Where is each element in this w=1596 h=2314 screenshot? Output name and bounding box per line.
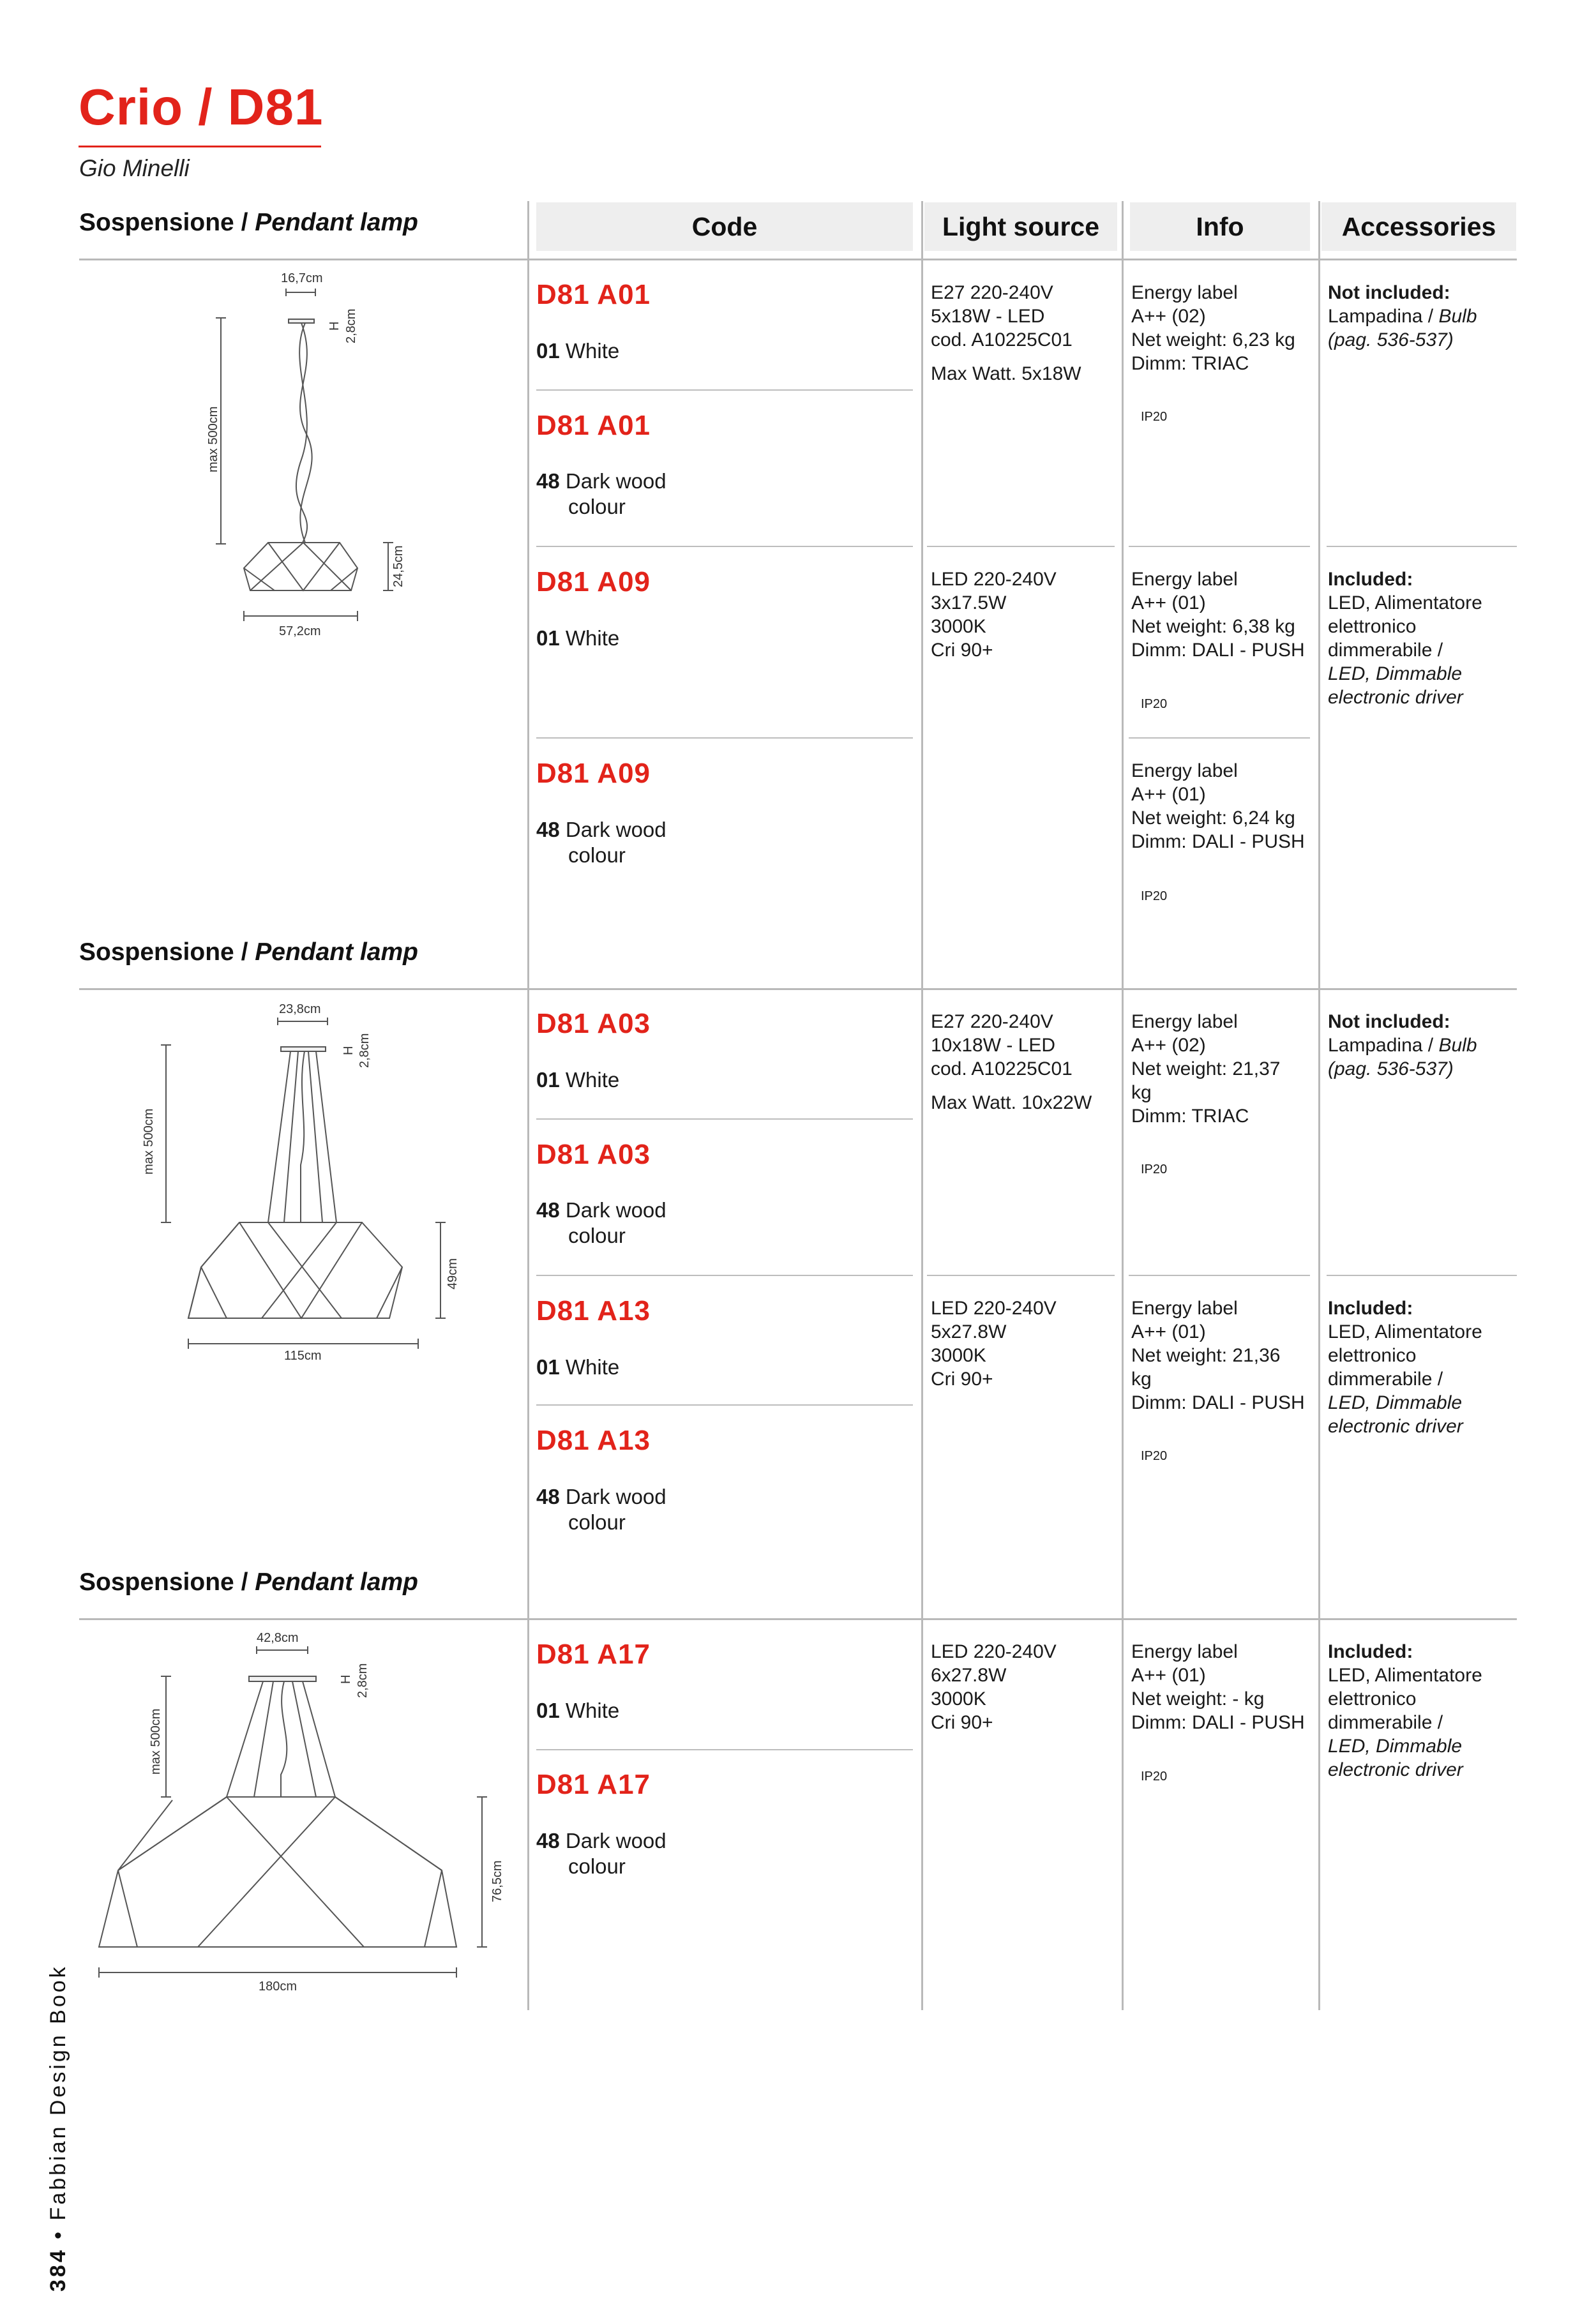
light-source-a17: LED 220-240V 6x27.8W 3000K Cri 90+ bbox=[931, 1641, 1057, 1733]
ip-rating: IP20 bbox=[1141, 697, 1168, 711]
dim-canopy-height: 2,8cm bbox=[344, 308, 358, 343]
designer-name: Gio Minelli bbox=[79, 155, 190, 181]
accessories-not-included: Not included: Lampadina / Bulb (pag. 536-537) bbox=[1328, 1011, 1477, 1079]
row-separator bbox=[536, 546, 913, 547]
info-a09-white: Energy label A++ (01) Net weight: 6,38 kg Dimm: DALI - PUSH bbox=[1131, 569, 1305, 661]
accessories-included: Included: LED, Alimentatore elettronico dimmerabile / LED, Dimmable electronic driver bbox=[1328, 1641, 1482, 1780]
dim-width: 115cm bbox=[284, 1349, 322, 1363]
row-separator bbox=[536, 389, 913, 391]
ip-rating: IP20 bbox=[1141, 410, 1168, 424]
accessories-included: Included: LED, Alimentatore elettronico dimmerabile / LED, Dimmable electronic driver bbox=[1328, 569, 1482, 708]
product-code: D81 A17 bbox=[536, 1639, 651, 1670]
dim-width: 180cm bbox=[259, 1980, 297, 1994]
row-separator bbox=[536, 1404, 913, 1406]
row-separator bbox=[536, 737, 913, 739]
dim-height: 76,5cm bbox=[490, 1860, 504, 1902]
dim-max-length: max 500cm bbox=[142, 1108, 156, 1175]
dim-canopy: 42,8cm bbox=[257, 1631, 299, 1645]
lamp-drawing-medium bbox=[137, 999, 482, 1369]
accessories-not-included: Not included: Lampadina / Bulb (pag. 536-537) bbox=[1328, 282, 1477, 350]
dim-canopy: 23,8cm bbox=[279, 1002, 321, 1016]
column-divider bbox=[1318, 201, 1320, 2010]
variant-dark-wood: 48 Dark wood colour bbox=[536, 1829, 666, 1878]
variant-white: 01 White bbox=[536, 1699, 620, 1722]
page-footer: 384 • Fabbian Design Book bbox=[46, 1964, 70, 2292]
ip-rating: IP20 bbox=[1141, 1449, 1168, 1463]
ip-rating: IP20 bbox=[1141, 1162, 1168, 1176]
variant-dark-wood: 48 Dark wood colour bbox=[536, 469, 666, 518]
product-code: D81 A17 bbox=[536, 1769, 651, 1800]
row-separator bbox=[1327, 1275, 1517, 1276]
row-separator bbox=[927, 546, 1115, 547]
product-code: D81 A13 bbox=[536, 1295, 651, 1326]
lamp-drawing-small bbox=[192, 268, 421, 638]
product-code: D81 A01 bbox=[536, 410, 651, 441]
column-header-info: Info bbox=[1130, 202, 1310, 251]
section-title-1: Sospensione / Pendant lamp bbox=[79, 209, 418, 236]
variant-dark-wood: 48 Dark wood colour bbox=[536, 1485, 666, 1534]
dim-h: H bbox=[342, 1046, 356, 1055]
row-separator bbox=[927, 1275, 1115, 1276]
variant-white: 01 White bbox=[536, 626, 620, 650]
column-header-code: Code bbox=[536, 202, 913, 251]
info-a03: Energy label A++ (02) Net weight: 21,37 kg Dimm: TRIAC bbox=[1131, 1011, 1281, 1127]
row-separator bbox=[536, 1275, 913, 1276]
section-title-3: Sospensione / Pendant lamp bbox=[79, 1568, 418, 1596]
light-source-a09: LED 220-240V 3x17.5W 3000K Cri 90+ bbox=[931, 569, 1057, 661]
table-rule-section-2 bbox=[79, 988, 1517, 990]
dim-canopy: 16,7cm bbox=[281, 271, 323, 285]
product-code: D81 A09 bbox=[536, 758, 651, 789]
table-rule-top bbox=[79, 259, 1517, 260]
dim-canopy-height: 2,8cm bbox=[358, 1033, 372, 1068]
info-a01: Energy label A++ (02) Net weight: 6,23 kg Dimm: TRIAC bbox=[1131, 282, 1295, 374]
column-divider bbox=[921, 201, 923, 2010]
row-separator bbox=[1129, 737, 1310, 739]
row-separator bbox=[536, 1118, 913, 1120]
light-source-a01: E27 220-240V 5x18W - LED cod. A10225C01 Max Watt. 5x18W bbox=[931, 282, 1081, 384]
info-a17: Energy label A++ (01) Net weight: - kg Dimm: DALI - PUSH bbox=[1131, 1641, 1305, 1733]
variant-dark-wood: 48 Dark wood colour bbox=[536, 1198, 666, 1247]
dim-width: 57,2cm bbox=[279, 624, 321, 638]
light-source-a13: LED 220-240V 5x27.8W 3000K Cri 90+ bbox=[931, 1298, 1057, 1390]
dim-height: 24,5cm bbox=[391, 545, 405, 587]
dim-max-length: max 500cm bbox=[206, 406, 220, 472]
product-code: D81 A03 bbox=[536, 1139, 651, 1170]
row-separator bbox=[536, 1749, 913, 1750]
dim-max-length: max 500cm bbox=[149, 1708, 163, 1775]
dim-height: 49cm bbox=[446, 1258, 460, 1289]
dim-h: H bbox=[327, 321, 342, 331]
dim-canopy-height: 2,8cm bbox=[356, 1663, 370, 1698]
column-divider bbox=[527, 201, 529, 2010]
variant-white: 01 White bbox=[536, 339, 620, 363]
section-title-2: Sospensione / Pendant lamp bbox=[79, 938, 418, 966]
info-a09-dark-wood: Energy label A++ (01) Net weight: 6,24 kg Dimm: DALI - PUSH bbox=[1131, 760, 1305, 852]
row-separator bbox=[1129, 1275, 1310, 1276]
variant-white: 01 White bbox=[536, 1355, 620, 1379]
ip-rating: IP20 bbox=[1141, 1769, 1168, 1784]
title-underline bbox=[79, 146, 321, 147]
variant-dark-wood: 48 Dark wood colour bbox=[536, 818, 666, 867]
lamp-drawing-large bbox=[89, 1628, 523, 2004]
column-header-accessories: Accessories bbox=[1321, 202, 1516, 251]
table-rule-section-3 bbox=[79, 1618, 1517, 1620]
column-divider bbox=[1122, 201, 1124, 2010]
variant-white: 01 White bbox=[536, 1068, 620, 1092]
light-source-a03: E27 220-240V 10x18W - LED cod. A10225C01 Max Watt. 10x22W bbox=[931, 1011, 1092, 1113]
column-header-light-source: Light source bbox=[924, 202, 1117, 251]
dim-h: H bbox=[339, 1674, 353, 1684]
accessories-included: Included: LED, Alimentatore elettronico dimmerabile / LED, Dimmable electronic driver bbox=[1328, 1298, 1482, 1437]
ip-rating: IP20 bbox=[1141, 889, 1168, 903]
page-title: Crio / D81 bbox=[79, 79, 324, 135]
product-code: D81 A01 bbox=[536, 279, 651, 310]
product-code: D81 A09 bbox=[536, 566, 651, 597]
product-code: D81 A03 bbox=[536, 1008, 651, 1039]
product-code: D81 A13 bbox=[536, 1425, 651, 1456]
row-separator bbox=[1327, 546, 1517, 547]
row-separator bbox=[1129, 546, 1310, 547]
info-a13: Energy label A++ (01) Net weight: 21,36 kg Dimm: DALI - PUSH bbox=[1131, 1298, 1305, 1413]
